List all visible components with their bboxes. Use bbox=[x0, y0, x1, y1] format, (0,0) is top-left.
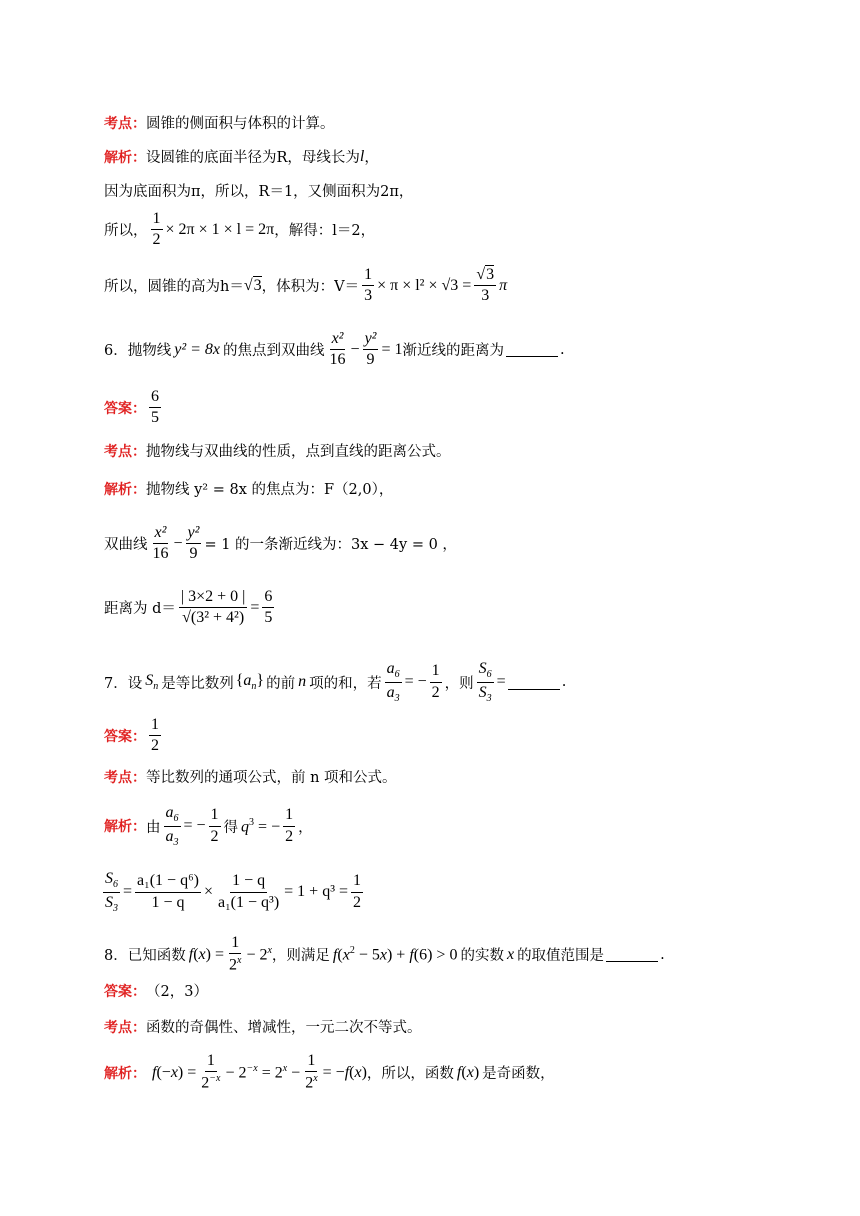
q8-stem-a: 已知函数 bbox=[127, 948, 186, 965]
q5-jiexi-text2: 因为底面积为π，所以，R＝1，又侧面积为2π， bbox=[104, 184, 414, 200]
fraction: $\frac{1}{2^{-x}}$ bbox=[201, 1052, 221, 1092]
q7-jiexi-mid: 得 bbox=[223, 819, 239, 836]
fraction: $\frac{1}{3}$ bbox=[364, 266, 373, 305]
kaodian-label: 考点： bbox=[104, 1019, 146, 1036]
q7-kaodian-line bbox=[104, 766, 397, 787]
q7-stem-a: 设 bbox=[127, 675, 143, 692]
distance-denominator: √(3² + 4²) bbox=[182, 609, 245, 627]
answer-blank bbox=[508, 675, 560, 690]
q7-jiexi-pre: 由 bbox=[146, 819, 161, 836]
q5-jiexi-comma: ， bbox=[364, 150, 379, 166]
question-number: 6． bbox=[104, 343, 128, 360]
q6-answer bbox=[149, 388, 161, 428]
q6-answer-den: 5 bbox=[151, 409, 159, 427]
fraction: $\frac{1}{2}$ bbox=[210, 806, 219, 845]
q6-stem-c: = 1 bbox=[381, 340, 403, 358]
fraction: $\frac{√3}{3}$ bbox=[476, 266, 495, 305]
q7-answer-num: 1 bbox=[149, 716, 161, 736]
q7-stem-e: ，则 bbox=[444, 675, 474, 692]
q5-kaodian-line bbox=[104, 112, 335, 133]
q7-stem-d: 项的和，若 bbox=[309, 675, 382, 692]
q7-stem-c: 的前 bbox=[266, 675, 296, 692]
sqrt3: √3 bbox=[243, 276, 262, 294]
jiexi-label: 解析： bbox=[104, 149, 146, 166]
fraction: $\frac{S_6}{S_3}$ bbox=[478, 660, 492, 704]
q6-parabola-eq: y² = 8x bbox=[174, 340, 221, 358]
jiexi-label: 解析： bbox=[104, 481, 146, 498]
q5-jiexi-line2 bbox=[104, 180, 413, 201]
question-number: 7． bbox=[104, 675, 128, 692]
fraction: $\frac{a_6}{a_3}$ bbox=[386, 660, 400, 704]
fraction: $\frac{1}{2^x}$ bbox=[228, 934, 242, 974]
fraction bbox=[216, 872, 281, 912]
fraction: $\frac{1}{2}$ bbox=[285, 806, 294, 845]
pi-symbol: π bbox=[499, 276, 508, 294]
q6-answer-num: 6 bbox=[149, 388, 161, 408]
answer-blank bbox=[606, 947, 658, 962]
sequence-a-n: $\{a_n\}$ bbox=[235, 672, 265, 693]
frac-den: 1 − q bbox=[151, 893, 185, 911]
fraction: $\frac{1}{2}$ bbox=[353, 872, 362, 911]
q8-answer: （2，3） bbox=[146, 984, 208, 1000]
q7-answer-line bbox=[104, 716, 164, 756]
kaodian-label: 考点： bbox=[104, 443, 146, 460]
distance-numerator: | 3×2 + 0 | bbox=[179, 588, 247, 608]
q6-stem: 6． 抛物线 y² = 8x 的焦点到双曲线 $\frac{\text{x²}}{16}$ − $\frac{\text{y²}}{9}$ = 1 渐近线的距离为 . bbox=[104, 330, 565, 369]
q7-stem-b: 是等比数列 bbox=[161, 675, 234, 692]
q6-stem-d: 渐近线的距离为 bbox=[402, 343, 504, 360]
q8-stem-d: 的取值范围是 bbox=[517, 948, 605, 965]
q5-jiexi-text4: 所以，圆锥的高为h＝ bbox=[104, 279, 244, 296]
jiexi-label: 解析： bbox=[104, 1065, 146, 1082]
frac-den: a₁(1 − q³) bbox=[218, 893, 280, 911]
q7-jiexi-line1: 解析： 由 $\frac{a_6}{a_3}$ = − $\frac{1}{2}$ 得 $q^3$ = − $\frac{1}{2}$ ， bbox=[104, 804, 313, 848]
fraction: $\frac{a_6}{a_3}$ bbox=[165, 804, 179, 848]
kaodian-label: 考点： bbox=[104, 115, 146, 132]
q5-jiexi-line1 bbox=[104, 146, 379, 167]
fraction: $\frac{\text{x²}}{16}$ bbox=[152, 524, 169, 563]
fraction bbox=[135, 872, 201, 912]
q8-jiexi-line1: 解析： f(−x) = $\frac{1}{2^{-x}}$ − $2^{-x} = 2^x$ − $\frac{1}{2^x}$ = −f(x) ，所以，函数 f(x) 是奇函数， bbox=[104, 1052, 555, 1092]
fraction: $\frac{1}{2}$ bbox=[152, 210, 161, 249]
q6-jiexi-text3: 距离为 d＝ bbox=[104, 601, 176, 618]
q5-jiexi-text4b: ，体积为：V＝ bbox=[261, 279, 360, 296]
q6-jiexi-line1 bbox=[104, 478, 393, 499]
q5-jiexi-line3 bbox=[104, 210, 375, 250]
q7-answer-den: 2 bbox=[151, 737, 159, 755]
math-expression: = 1 + q³ = bbox=[284, 883, 349, 901]
q5-jiexi-text3: 所以， bbox=[104, 223, 148, 240]
q8-jiexi-end: 是奇函数， bbox=[482, 1066, 555, 1083]
daan-label: 答案： bbox=[104, 400, 146, 417]
q7-answer bbox=[149, 716, 161, 756]
q6-kaodian-line bbox=[104, 440, 451, 461]
frac-num: a₁(1 − q⁶) bbox=[135, 872, 201, 892]
s-n: $S_n$ bbox=[145, 672, 159, 693]
q6-jiexi-line2: 双曲线 $\frac{\text{x²}}{16}$ − $\frac{\text{y²}}{9}$ = 1 的一条渐近线为：3x − 4y = 0 ， bbox=[104, 524, 457, 563]
fraction: $\frac{\text{y²}}{9}$ bbox=[364, 330, 377, 369]
fraction: $\frac{\text{y²}}{9}$ bbox=[187, 524, 200, 563]
q8-stem-b: ，则满足 bbox=[271, 948, 330, 965]
q7-stem: 7． 设 $S_n$ 是等比数列 $\{a_n\}$ 的前 n 项的和，若 $\frac{a_6}{a_3}$ = − $\frac{1}{2}$ ，则 $\frac{S_6}{S_3}$ = . bbox=[104, 660, 567, 704]
q8-kaodian-text: 函数的奇偶性、增减性，一元二次不等式。 bbox=[146, 1020, 422, 1036]
math-expression: × 2π × 1 × l = 2π bbox=[165, 220, 275, 238]
frac-num: 1 − q bbox=[230, 872, 267, 892]
fraction: $\frac{1}{2}$ bbox=[431, 662, 440, 701]
q6-answer-line bbox=[104, 388, 164, 428]
math-expression: × π × l² × √3 = bbox=[377, 276, 472, 294]
answer-blank bbox=[506, 342, 558, 357]
q7-jiexi-line2: $\frac{S_6}{S_3}$ = $\frac{\text{a₁(1 − q⁶)}}{1 - q}$ × $\frac{1 - q}{\text{a₁(1 − q³)}}$ = 1 + q³ = $\frac{1}{2}$ bbox=[105, 870, 362, 914]
jiexi-label: 解析： bbox=[104, 819, 146, 836]
q8-stem-c: 的实数 bbox=[460, 948, 504, 965]
q6-jiexi-text1: 抛物线 y² = 8x 的焦点为：F（2,0）， bbox=[146, 482, 394, 498]
q6-jiexi-text2: 双曲线 bbox=[104, 537, 148, 554]
q5-jiexi-text3b: ，解得： bbox=[274, 223, 333, 240]
q8-jiexi-post: ，所以，函数 bbox=[366, 1066, 454, 1083]
fraction: $\frac{\text{x²}}{16}$ bbox=[329, 330, 346, 369]
q5-jiexi-l: l bbox=[359, 147, 365, 165]
fraction: $\frac{S_6}{S_3}$ bbox=[105, 870, 118, 914]
fraction bbox=[179, 588, 247, 628]
fraction: $\frac{1}{2^x}$ bbox=[305, 1052, 318, 1092]
q5-jiexi-line4 bbox=[104, 266, 507, 306]
daan-label: 答案： bbox=[104, 983, 146, 1000]
q5-jiexi-text1: 设圆锥的底面半径为R，母线长为 bbox=[146, 150, 360, 166]
kaodian-label: 考点： bbox=[104, 769, 146, 786]
q5-kaodian-text: 圆锥的侧面积与体积的计算。 bbox=[146, 116, 335, 132]
q8-kaodian-line bbox=[104, 1016, 422, 1037]
daan-label: 答案： bbox=[104, 728, 146, 745]
q5-jiexi-result: l＝2， bbox=[332, 223, 376, 240]
question-number: 8． bbox=[104, 948, 128, 965]
q8-answer-line bbox=[104, 980, 208, 1001]
q6-jiexi-text2b: = 1 的一条渐近线为：3x − 4y = 0 ， bbox=[204, 537, 457, 554]
q6-stem-a: 抛物线 bbox=[127, 343, 172, 360]
q6-jiexi-line3: 距离为 d＝ $\frac{| 3\times 2 + 0 |}{\text{√(3² + 4²)}}$ = $\frac{6}{5}$ bbox=[104, 588, 273, 627]
q6-kaodian-text: 抛物线与双曲线的性质，点到直线的距离公式。 bbox=[146, 444, 451, 460]
q8-stem: 8． 已知函数 f(x) = $\frac{1}{2^x}$ − $2^x$ ，则满足 $f(x^2 - 5x) + f(6) > 0$ 的实数 x 的取值范围是 . bbox=[104, 934, 665, 974]
fraction: $\frac{6}{5}$ bbox=[264, 588, 273, 627]
q6-stem-b: 的焦点到双曲线 bbox=[223, 343, 325, 360]
q7-kaodian-text: 等比数列的通项公式，前 n 项和公式。 bbox=[146, 770, 397, 786]
